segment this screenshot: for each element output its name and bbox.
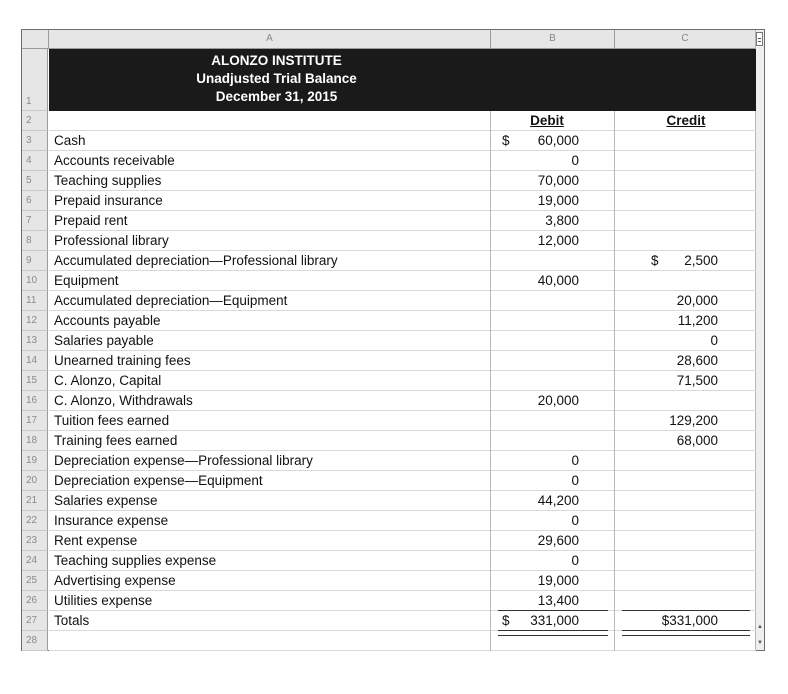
account-name-cell[interactable]: Utilities expense [54,593,153,608]
debit-cell[interactable]: 70,000 [537,173,579,188]
credit-total-double-underline [622,630,750,636]
account-name-cell[interactable]: Depreciation expense—Equipment [54,473,263,488]
account-name-cell[interactable]: Training fees earned [54,433,178,448]
debit-cell[interactable]: 13,400 [537,593,579,608]
debit-cell[interactable]: 40,000 [537,273,579,288]
row-number[interactable]: 26 [22,591,48,611]
company-name: ALONZO INSTITUTE [211,53,342,68]
account-name-cell[interactable]: Teaching supplies [54,173,162,188]
row-number[interactable]: 4 [22,151,48,171]
report-date: December 31, 2015 [215,89,338,104]
account-name-cell[interactable]: Cash [54,133,86,148]
debit-cell[interactable]: 44,200 [537,493,579,508]
debit-cell[interactable]: 0 [571,553,579,568]
row-number[interactable]: 10 [22,271,48,291]
debit-total-double-underline [498,630,608,636]
row-number[interactable]: 18 [22,431,48,451]
account-name-cell[interactable]: Unearned training fees [54,353,191,368]
account-name-cell[interactable]: Accounts receivable [54,153,175,168]
row-gridline [49,130,756,131]
debit-cell[interactable]: 0 [571,153,579,168]
row-number[interactable]: 15 [22,371,48,391]
title-banner [49,49,756,111]
row-number[interactable]: 24 [22,551,48,571]
account-name-cell[interactable]: Prepaid rent [54,213,128,228]
row-gridline [49,650,756,651]
row-number[interactable]: 17 [22,411,48,431]
credit-cell[interactable]: 68,000 [676,433,718,448]
row-number[interactable]: 27 [22,611,48,631]
debit-total-cell[interactable]: 331,000 [530,613,579,628]
account-name-cell[interactable]: Depreciation expense—Professional library [54,453,313,468]
row-number[interactable]: 25 [22,571,48,591]
debit-cell[interactable]: 0 [571,453,579,468]
row-number[interactable]: 3 [22,131,48,151]
scroll-up-icon[interactable]: ▲ [757,624,763,630]
vertical-scrollbar[interactable] [755,30,764,650]
row-number[interactable]: 28 [22,631,48,651]
credit-cell[interactable]: 129,200 [669,413,718,428]
credit-total-cell[interactable]: $331,000 [661,613,718,628]
account-name-cell[interactable]: Tuition fees earned [54,413,170,428]
row-number[interactable]: 16 [22,391,48,411]
debit-cell[interactable]: 19,000 [537,573,579,588]
debit-cell[interactable]: 3,800 [545,213,579,228]
account-name-cell[interactable]: Insurance expense [54,513,169,528]
row-number[interactable]: 22 [22,511,48,531]
account-name-cell[interactable]: Accounts payable [54,313,161,328]
row-number[interactable]: 13 [22,331,48,351]
credit-cell[interactable]: 0 [710,333,718,348]
debit-cell[interactable]: 0 [571,513,579,528]
debit-cell[interactable]: 12,000 [537,233,579,248]
totals-label[interactable]: Totals [54,613,90,628]
column-gridline [614,111,615,651]
column-header-bar [22,30,756,49]
scroll-down-icon[interactable]: ▼ [757,640,763,646]
debit-cell[interactable]: 19,000 [537,193,579,208]
debit-total-currency-sign: $ [502,613,510,628]
row-number[interactable]: 21 [22,491,48,511]
account-name-cell[interactable]: Prepaid insurance [54,193,163,208]
account-name-cell[interactable]: Advertising expense [54,573,176,588]
row-number[interactable]: 11 [22,291,48,311]
row-number[interactable]: 12 [22,311,48,331]
account-name-cell[interactable]: Accumulated depreciation—Professional library [54,253,338,268]
debit-cell[interactable]: 60,000 [537,133,579,148]
credit-cell[interactable]: 2,500 [684,253,718,268]
credit-header: Credit [666,113,706,128]
credit-cell[interactable]: 71,500 [676,373,718,388]
row-number[interactable]: 9 [22,251,48,271]
row-number[interactable]: 23 [22,531,48,551]
account-name-cell[interactable]: C. Alonzo, Capital [54,373,162,388]
row-number[interactable]: 1 [22,49,48,111]
row-number[interactable]: 5 [22,171,48,191]
account-name-cell[interactable]: Rent expense [54,533,138,548]
debit-cell[interactable]: 29,600 [537,533,579,548]
account-name-cell[interactable]: C. Alonzo, Withdrawals [54,393,193,408]
column-header-c[interactable]: C [615,30,756,48]
credit-currency-sign: $ [651,253,659,268]
account-name-cell[interactable]: Equipment [54,273,119,288]
row-number[interactable]: 8 [22,231,48,251]
account-name-cell[interactable]: Professional library [54,233,169,248]
row-number[interactable]: 7 [22,211,48,231]
credit-cell[interactable]: 11,200 [677,313,718,328]
account-name-cell[interactable]: Salaries payable [54,333,154,348]
debit-cell[interactable]: 0 [571,473,579,488]
report-title: Unadjusted Trial Balance [196,71,357,86]
debit-currency-sign: $ [502,133,510,148]
account-name-cell[interactable]: Salaries expense [54,493,158,508]
row-number[interactable]: 2 [22,111,48,131]
credit-cell[interactable]: 28,600 [676,353,718,368]
spreadsheet [21,29,765,651]
account-name-cell[interactable]: Accumulated depreciation—Equipment [54,293,288,308]
select-all-corner[interactable] [22,30,49,48]
row-number[interactable]: 14 [22,351,48,371]
debit-cell[interactable]: 20,000 [537,393,579,408]
row-number[interactable]: 20 [22,471,48,491]
account-name-cell[interactable]: Teaching supplies expense [54,553,217,568]
row-number[interactable]: 6 [22,191,48,211]
credit-cell[interactable]: 20,000 [676,293,718,308]
column-header-a[interactable]: A [49,30,491,48]
debit-header: Debit [530,113,564,128]
split-handle-icon[interactable] [756,32,763,46]
row-number[interactable]: 19 [22,451,48,471]
column-header-b[interactable]: B [491,30,615,48]
